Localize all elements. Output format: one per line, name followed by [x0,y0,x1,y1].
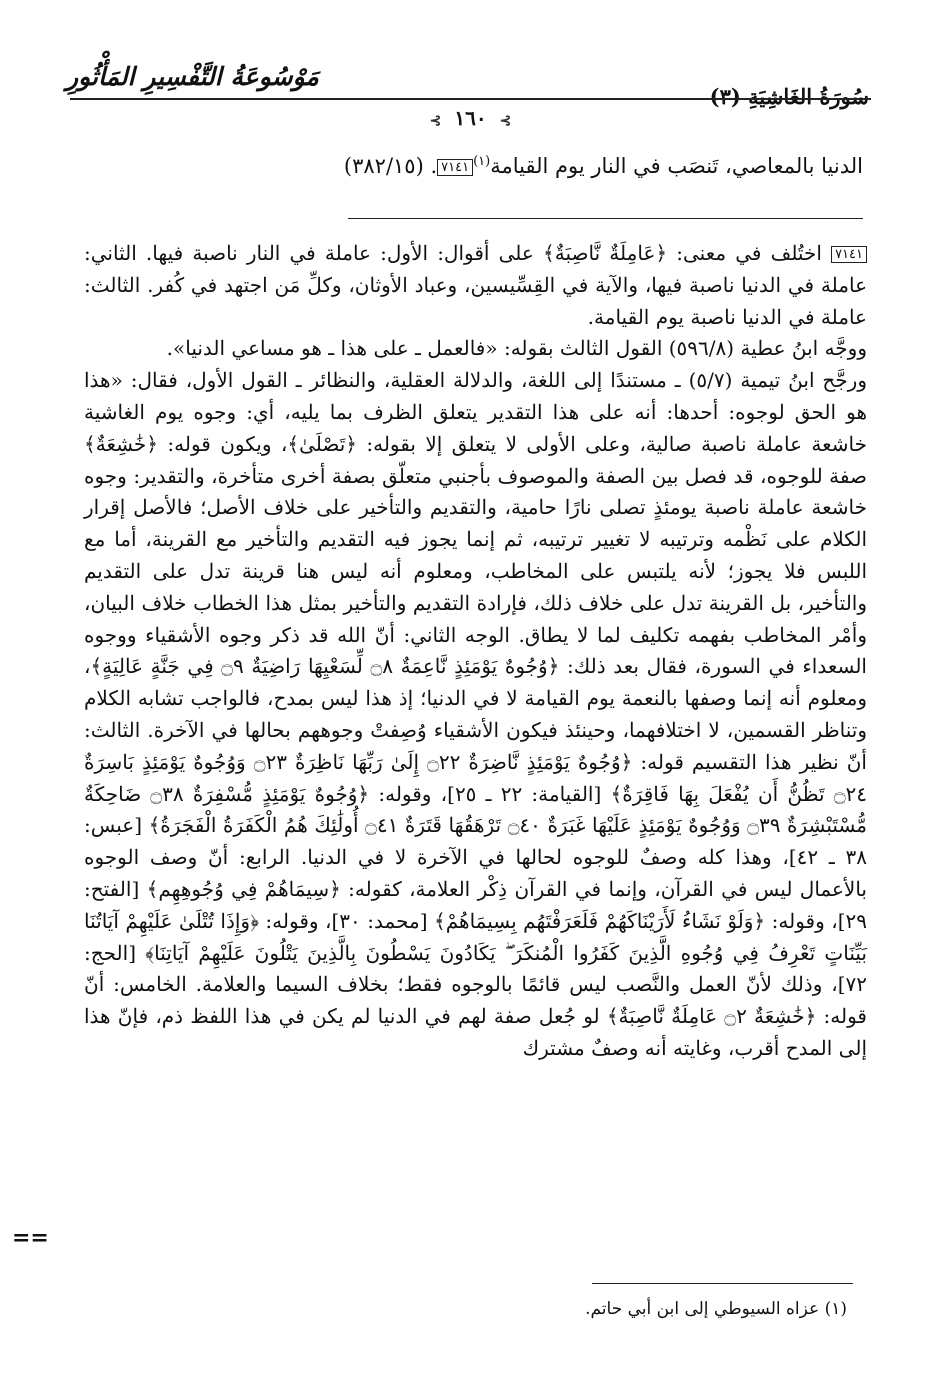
header-rule [70,98,871,100]
main-text: الدنيا بالمعاصي، تَنصَب في النار يوم القيامة [490,154,863,178]
surah-running-title: سُورَةُ الغَاشِيَةِ (٣) [709,84,869,109]
commentary-text-2: ووجَّه ابنُ عطية (٥٩٦/٨) القول الثالث بقوله: «فالعمل ـ على هذا ـ هو مساعي الدنيا». [166,336,867,361]
commentary-number-box: ٧١٤١ [831,246,867,263]
commentary-paragraph-3 [84,365,867,1065]
commentary-block [84,238,867,1065]
commentary-paragraph-2 [84,333,867,365]
page-number: ١٦٠ [454,106,487,130]
main-source: . (٣٨٢/١٥) [343,154,438,178]
ornament-icon: ⊱ [429,113,442,129]
commentary-paragraph-1 [84,238,867,333]
main-text-line [88,148,863,184]
footnote: (١) عزاه السيوطي إلى ابن أبي حاتم. [585,1299,847,1319]
commentary-text-3: ورجَّح ابنُ تيمية (٥/٧) ـ مستندًا إلى اللغة، والدلالة العقلية، والنظائر ـ القول الأول، فقال: «هذا هو الحق لوجوه: أحدها: أنه على هذا التقدير يتعلق الظرف بما يليه، أي: وجوه يوم الغاشية خاشعة عاملة ناصبة صالية، وعلى الأولى لا يتعلق إلا بقوله: ﴿تَصْلَىٰ﴾، ويكون قوله: ﴿خَٰشِعَةٌ﴾ صفة للوجوه، قد فصل بين الصفة والموصوف بأجنبي متعلّق بصفة أخرى متأخرة، والتقدير: وجوه خاشعة عاملة ناصبة يومئذٍ تصلى نارًا حامية، والتقديم والتأخير على خلاف الأصل؛ فالأصل إقرار الكلام على نَظْمه وترتيبه لا تغيير ترتيبه، ثم إنما يجوز فيه التقديم والتأخير مع القرينة، أما مع اللبس فلا يجوز؛ لأنه يلتبس على المخاطب، ومعلوم أنه ليس هنا قرينة تدل على التقديم والتأخير، بل القرينة تدل على خلاف ذلك، فإرادة التقديم والتأخير بمثل هذا الخطاب خلاف البيان، وأمْر المخاطب بفهمه تكليف لما لا يطاق. الوجه الثاني: أنّ الله قد ذكر وجوه الأشقياء ووجوه السعداء في السورة، فقال بعد ذلك: ﴿وُجُوهٌ يَوْمَئِذٍ نَّاعِمَةٌ ۝٨ لِّسَعْيِهَا رَاضِيَةٌ ۝٩ فِي جَنَّةٍ عَالِيَةٍ﴾، ومعلوم أنه إنما وصفها بالنعمة يوم القيامة لا في الدنيا؛ إذ هذا ليس بمدح، فالواجب تشابه الكلام وتناظر القسمين، لا اختلافهما، وحينئذ فيكون الأشقياء وُصِفتْ وجوههم بحالها في الآخرة. الثالث: أنّ نظير هذا التقسيم قوله: ﴿وُجُوهٌ يَوْمَئِذٍ نَّاضِرَةٌ ۝٢٢ إِلَىٰ رَبِّهَا نَاظِرَةٌ ۝٢٣ وَوُجُوهٌ يَوْمَئِذٍ بَاسِرَةٌ ۝٢٤ تَظُنُّ أَن يُفْعَلَ بِهَا فَاقِرَةٌ﴾ [القيامة: ٢٢ ـ ٢٥]، وقوله: ﴿وُجُوهٌ يَوْمَئِذٍ مُّسْفِرَةٌ ۝٣٨ ضَاحِكَةٌ مُّسْتَبْشِرَةٌ ۝٣٩ وَوُجُوهٌ يَوْمَئِذٍ عَلَيْهَا غَبَرَةٌ ۝٤٠ تَرْهَقُهَا قَتَرَةٌ ۝٤١ أُولَٰئِكَ هُمُ الْكَفَرَةُ الْفَجَرَةُ﴾ [عبس: ٣٨ ـ ٤٢]، وهذا كله وصفٌ للوجوه لحالها في الآخرة لا في الدنيا. الرابع: أنّ وصف الوجوه بالأعمال ليس في القرآن، وإنما في القرآن ذِكْر العلامة، كقوله: ﴿سِيمَاهُمْ فِي وُجُوهِهِم﴾ [الفتح: ٢٩]، وقوله: ﴿وَلَوْ نَشَاءُ لَأَرَيْنَاكَهُمْ فَلَعَرَفْتَهُم بِسِيمَاهُمْ﴾ [محمد: ٣٠]، وقوله: ﴿وَإِذَا تُتْلَىٰ عَلَيْهِمْ آيَاتُنَا بَيِّنَاتٍ تَعْرِفُ فِي وُجُوهِ الَّذِينَ كَفَرُوا الْمُنكَرَ ۖ يَكَادُونَ يَسْطُونَ بِالَّذِينَ يَتْلُونَ عَلَيْهِمْ آيَاتِنَا﴾ [الحج: ٧٢]، وذلك لأنّ العمل والنَّصب ليس قائمًا بالوجوه فقط؛ بخلاف السيما والعلامة. الخامس: أنّ قوله: ﴿خَٰشِعَةٌ ۝٢ عَامِلَةٌ نَّاصِبَةٌ﴾ لو جُعل صفة لهم في الدنيا لم يكن في هذا اللفظ ذم، فإنّ هذا إلى المدح أقرب، وغايته أنه وصفٌ مشترك [84,368,868,1060]
ornament-icon: ⊱ [499,113,512,129]
footnote-marker: (١) [473,154,491,169]
commentary-text-1: اختُلف في معنى: ﴿عَامِلَةٌ نَّاصِبَةٌ﴾ على أقوال: الأول: عاملة في النار ناصبة فيها. الثاني: عاملة في الدنيا ناصبة فيها، والآية في القِسِّيسين، وعباد الأوثان، وكلِّ مَن اجتهد في كُفر. الثالث: عاملة في الدنيا ناصبة يوم القيامة. [84,241,867,329]
page-number-line [0,106,941,130]
footnote-separator [592,1283,853,1284]
continuation-marker: == [12,1225,49,1251]
commentary-ref-box: ٧١٤١ [437,159,473,176]
book-running-title: مَوْسُوعَةُ التَّفْسِيرِ المَأْثُورِ [66,62,319,91]
commentary-separator [348,218,863,219]
